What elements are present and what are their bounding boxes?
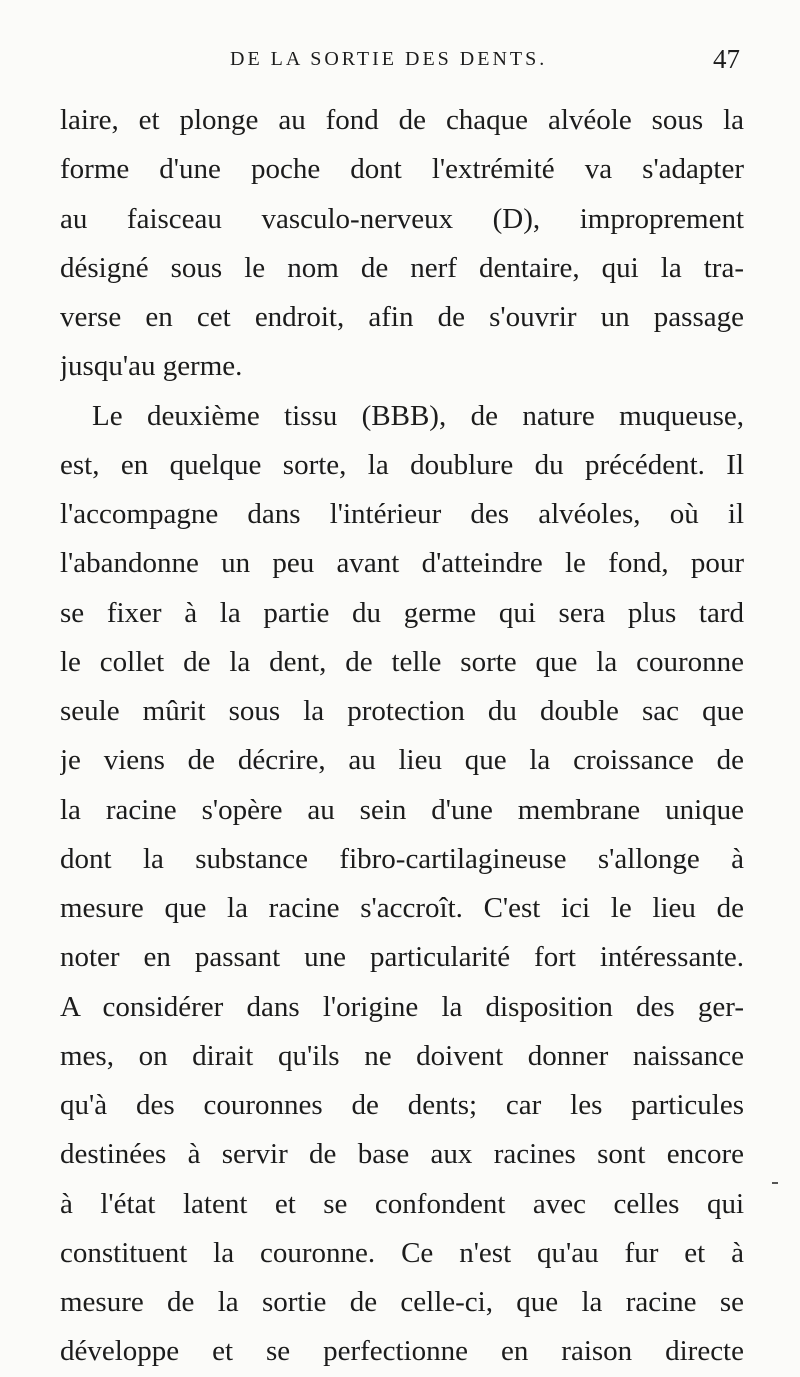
- text-line: laire, et plonge au fond de chaque alvéole sous la: [60, 104, 744, 136]
- text-line: se fixer à la partie du germe qui sera plus tard: [60, 596, 744, 629]
- text-line: je viens de décrire, au lieu que la croissance de: [60, 744, 744, 777]
- text-line: seule mûrit sous la protection du double sac que: [60, 695, 744, 727]
- text-line: Le deuxième tissu (BBB), de nature muqueuse,: [92, 399, 744, 432]
- text-line: au faisceau vasculo-nerveux (D), improprement: [60, 202, 744, 235]
- text-line: qu'à des couronnes de dents; car les particules: [60, 1089, 744, 1121]
- text-line: l'accompagne dans l'intérieur des alvéoles, où il: [60, 498, 744, 530]
- text-line: dont la substance fibro-cartilagineuse s'allonge à: [60, 842, 744, 875]
- text-line: le collet de la dent, de telle sorte que la couronne: [60, 645, 744, 678]
- running-head: DE LA SORTIE DES DENTS.: [230, 48, 548, 70]
- text-line: jusqu'au germe.: [60, 350, 243, 383]
- text-line: est, en quelque sorte, la doublure du précédent. Il: [60, 448, 744, 481]
- page-header: [60, 44, 740, 84]
- text-line: mes, on dirait qu'ils ne doivent donner naissance: [60, 1039, 744, 1072]
- text-line: destinées à servir de base aux racines sont encore: [60, 1138, 744, 1171]
- text-line: forme d'une poche dont l'extrémité va s'adapter: [60, 153, 744, 186]
- text-line: mesure de la sortie de celle-ci, que la racine se: [60, 1286, 744, 1318]
- text-line: noter en passant une particularité fort intéressante.: [60, 941, 744, 974]
- text-line: constituent la couronne. Ce n'est qu'au fur et à: [60, 1236, 744, 1269]
- page-number: 47: [713, 44, 740, 74]
- text-line: l'abandonne un peu avant d'atteindre le fond, pour: [60, 547, 744, 580]
- text-line: développe et se perfectionne en raison directe: [60, 1335, 744, 1368]
- text-line: à l'état latent et se confondent avec celles qui: [60, 1187, 744, 1220]
- body-text: [60, 96, 744, 1377]
- text-line: mesure que la racine s'accroît. C'est ici le lieu de: [60, 892, 744, 924]
- text-line: la racine s'opère au sein d'une membrane unique: [60, 793, 744, 826]
- text-line: désigné sous le nom de nerf dentaire, qui la tra-: [60, 251, 744, 284]
- text-line: A considérer dans l'origine la disposition des ger-: [60, 990, 744, 1023]
- text-line: verse en cet endroit, afin de s'ouvrir un passage: [60, 301, 744, 333]
- margin-mark: [772, 1182, 778, 1184]
